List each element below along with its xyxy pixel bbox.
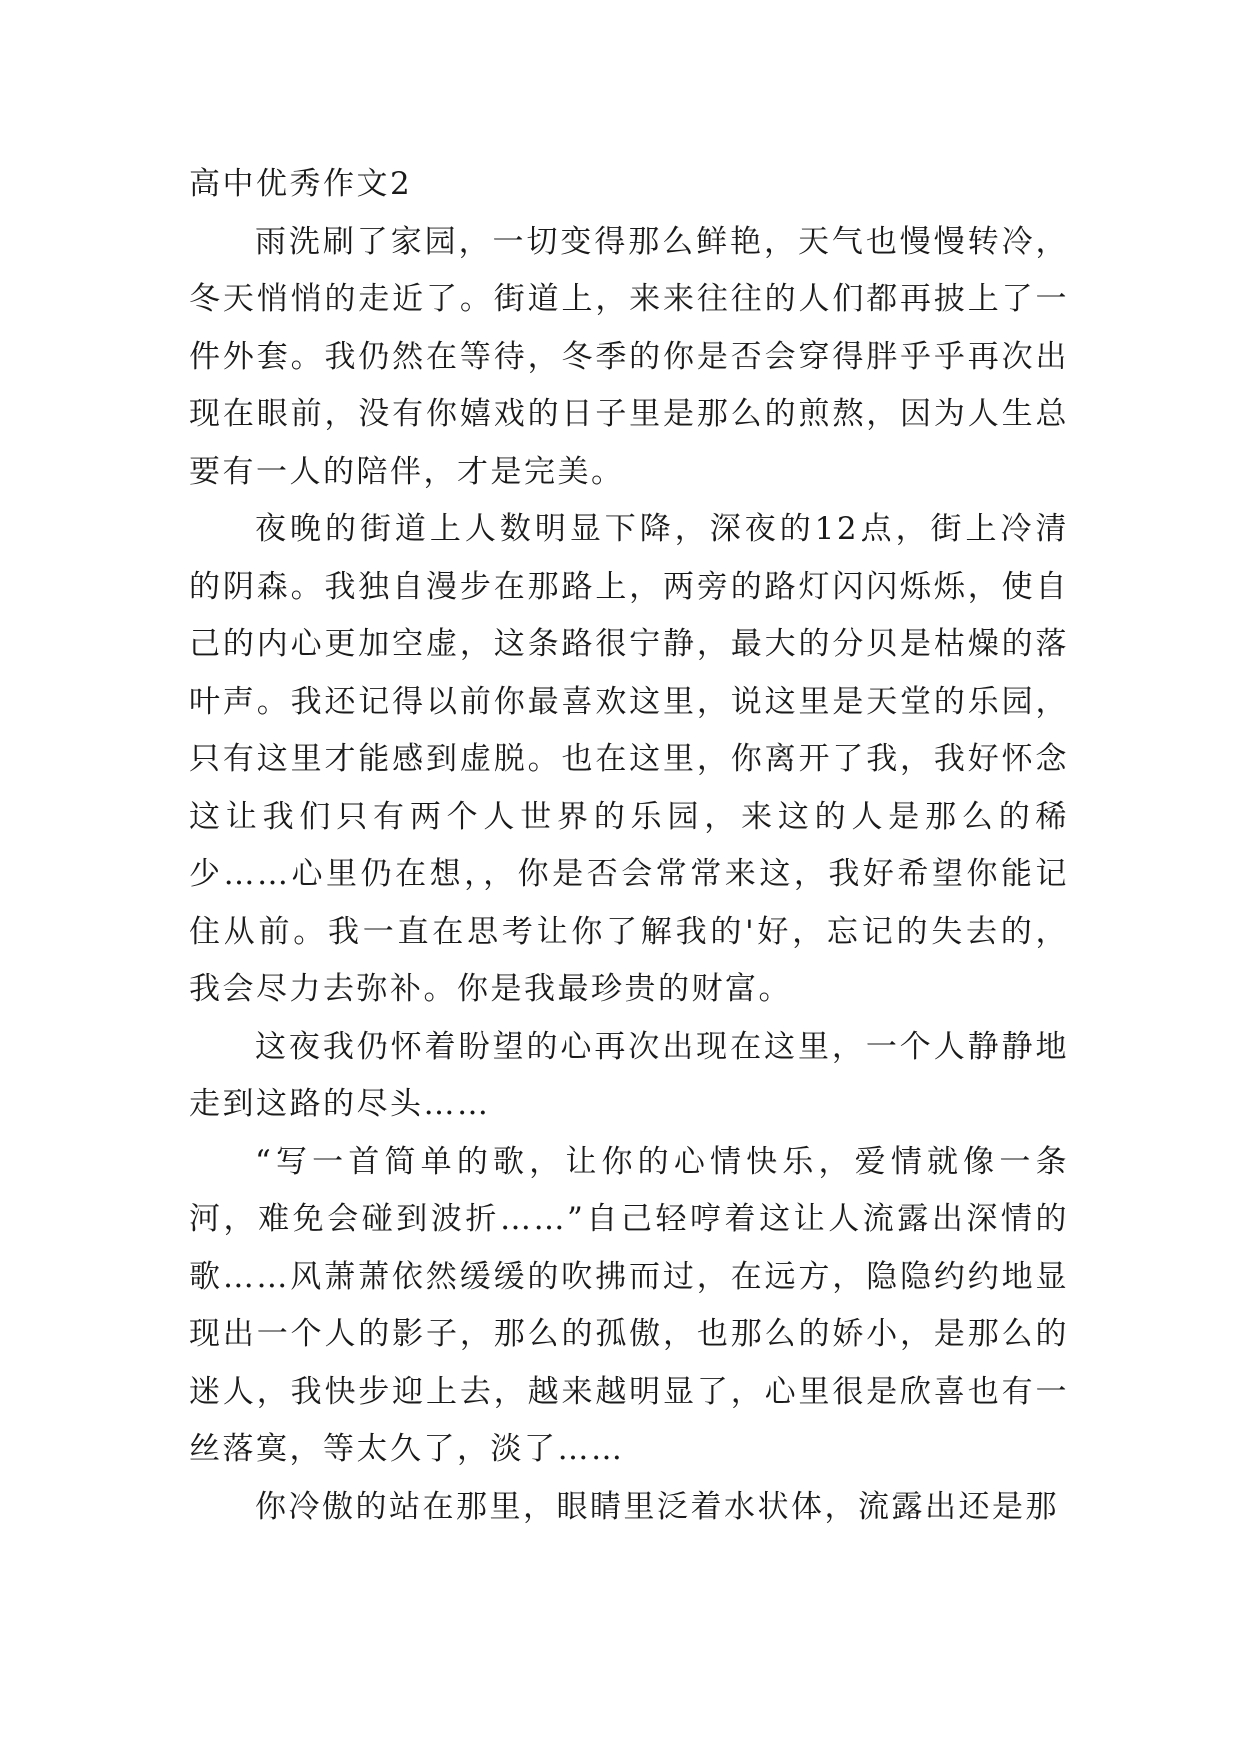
paragraph: 雨洗刷了家园，一切变得那么鲜艳，天气也慢慢转冷，冬天悄悄的走近了。街道上，来来往往的人们都再披上了一件外套。我仍然在等待，冬季的你是否会穿得胖乎乎再次出现在眼前，没有你嬉戏的日子里是那么的煎熬，因为人生总要有一人的陪伴，才是完美。 (189, 223, 1069, 490)
document-body (189, 156, 1069, 1536)
paragraph: 夜晚的街道上人数明显下降，深夜的12点，街上冷清的阴森。我独自漫步在那路上，两旁的路灯闪闪烁烁，使自己的内心更加空虚，这条路很宁静，最大的分贝是枯燥的落叶声。我还记得以前你最喜欢这里，说这里是天堂的乐园，只有这里才能感到虚脱。也在这里，你离开了我，我好怀念这让我们只有两个人世界的乐园，来这的人是那么的稀少……心里仍在想，，你是否会常常来这，我好希望你能记住从前。我一直在思考让你了解我的'好，忘记的失去的，我会尽力去弥补。你是我最珍贵的财富。 (189, 511, 1069, 1007)
paragraph: 你冷傲的站在那里，眼睛里泛着水状体，流露出还是那 (255, 1488, 1059, 1525)
document-title: 高中优秀作文2 (189, 166, 413, 202)
paragraph: “写一首简单的歌，让你的心情快乐，爱情就像一条河，难免会碰到波折……”自己轻哼着这让人流露出深情的歌……风萧萧依然缓缓的吹拂而过，在远方，隐隐约约地显现出一个人的影子，那么的孤傲，也那么的娇小，是那么的迷人，我快步迎上去，越来越明显了，心里很是欣喜也有一丝落寞，等太久了，淡了…… (189, 1143, 1069, 1467)
paragraph: 这夜我仍怀着盼望的心再次出现在这里，一个人静静地走到这路的尽头…… (189, 1028, 1069, 1122)
